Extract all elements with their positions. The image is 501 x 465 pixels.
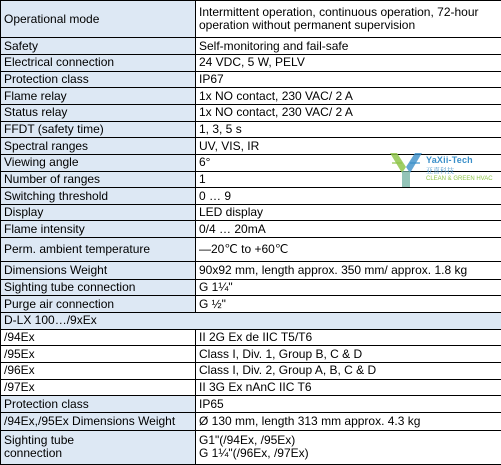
row-value: 6°: [196, 154, 501, 171]
watermark-chinese: 亚喜科技: [426, 167, 454, 175]
row-value: II 2G Ex de IIC T5/T6: [196, 329, 501, 346]
value-line: G1"(/94Ex, /95Ex): [199, 433, 296, 448]
row-label: Number of ranges: [1, 171, 196, 188]
value-line: G 1¼"(/96Ex, /97Ex): [199, 446, 309, 461]
row-value: G 1¼": [196, 279, 501, 296]
watermark-brand: YaXii-Tech: [426, 155, 473, 165]
table-row: [1, 88, 501, 105]
watermark-tagline: CLEAN & GREEN HVAC: [426, 176, 493, 182]
row-value: LED display: [196, 204, 501, 221]
row-label: FFDT (safety time): [1, 121, 196, 138]
row-label: /97Ex: [1, 379, 196, 396]
table-row: [1, 329, 501, 346]
table-row: [1, 362, 501, 379]
row-label: /96Ex: [1, 362, 196, 379]
row-label: Switching threshold: [1, 188, 196, 205]
table-row: [1, 346, 501, 363]
row-value: 90x92 mm, length approx. 350 mm/ approx. 1.8 kg: [196, 262, 501, 280]
row-value: 1, 3, 5 s: [196, 121, 501, 138]
section-title: D-LX 100…/9xEx: [1, 313, 501, 330]
table-row: [1, 55, 501, 72]
table-row: [1, 171, 501, 188]
row-value: 1: [196, 171, 501, 188]
row-label: Perm. ambient temperature: [1, 238, 196, 262]
table-row: [1, 238, 501, 262]
table-row: [1, 204, 501, 221]
row-label: Protection class: [1, 71, 196, 88]
row-value: 0 … 9: [196, 188, 501, 205]
table-row: [1, 412, 501, 430]
row-label: Dimensions Weight: [1, 262, 196, 280]
table-row: [1, 279, 501, 296]
row-value: 1x NO contact, 230 VAC/ 2 A: [196, 88, 501, 105]
row-value: [196, 430, 501, 464]
row-label: /95Ex: [1, 346, 196, 363]
label-line: Sighting tube: [4, 433, 75, 448]
table-row: [1, 221, 501, 238]
table-row: [1, 188, 501, 205]
row-label: /94Ex: [1, 329, 196, 346]
label-line: connection: [4, 446, 63, 461]
row-label: Sighting tube connection: [1, 279, 196, 296]
table-row: [1, 105, 501, 122]
row-value: —20℃ to +60℃: [196, 238, 501, 262]
table-row: [1, 71, 501, 88]
row-label: Flame relay: [1, 88, 196, 105]
table-row: [1, 396, 501, 413]
table-row: [1, 262, 501, 280]
row-label: Status relay: [1, 105, 196, 122]
row-label: Flame intensity: [1, 221, 196, 238]
row-value: Class I, Div. 2, Group A, B, C & D: [196, 362, 501, 379]
row-label: Spectral ranges: [1, 138, 196, 155]
row-value: 1x NO contact, 230 VAC/ 2 A: [196, 105, 501, 122]
row-value: II 3G Ex nAnC IIC T6: [196, 379, 501, 396]
row-value: Self-monitoring and fail-safe: [196, 38, 501, 55]
row-label: Display: [1, 204, 196, 221]
row-label: Electrical connection: [1, 55, 196, 72]
table-row: [1, 154, 501, 171]
table-row: [1, 296, 501, 313]
table-row: [1, 38, 501, 55]
row-label: Viewing angle: [1, 154, 196, 171]
row-label: Protection class: [1, 396, 196, 413]
row-value: UV, VIS, IR: [196, 138, 501, 155]
table-row: [1, 379, 501, 396]
row-label: [1, 430, 196, 464]
row-value: 0/4 … 20mA: [196, 221, 501, 238]
row-value: G ½": [196, 296, 501, 313]
row-value: 24 VDC, 5 W, PELV: [196, 55, 501, 72]
row-value: IP65: [196, 396, 501, 413]
row-value: IP67: [196, 71, 501, 88]
row-label: Operational mode: [1, 1, 196, 38]
row-label: Purge air connection: [1, 296, 196, 313]
row-value: Ø 130 mm, length 313 mm approx. 4.3 kg: [196, 412, 501, 430]
section-header-row: [1, 313, 501, 330]
table-row: [1, 138, 501, 155]
row-value: Class I, Div. 1, Group B, C & D: [196, 346, 501, 363]
row-label: /94Ex,/95Ex Dimensions Weight: [1, 412, 196, 430]
table-row: [1, 1, 501, 38]
table-row: [1, 121, 501, 138]
row-label: Safety: [1, 38, 196, 55]
row-value: Intermittent operation, continuous operation, 72-hour operation without permanent supervision: [196, 1, 501, 38]
table-row: [1, 430, 501, 464]
